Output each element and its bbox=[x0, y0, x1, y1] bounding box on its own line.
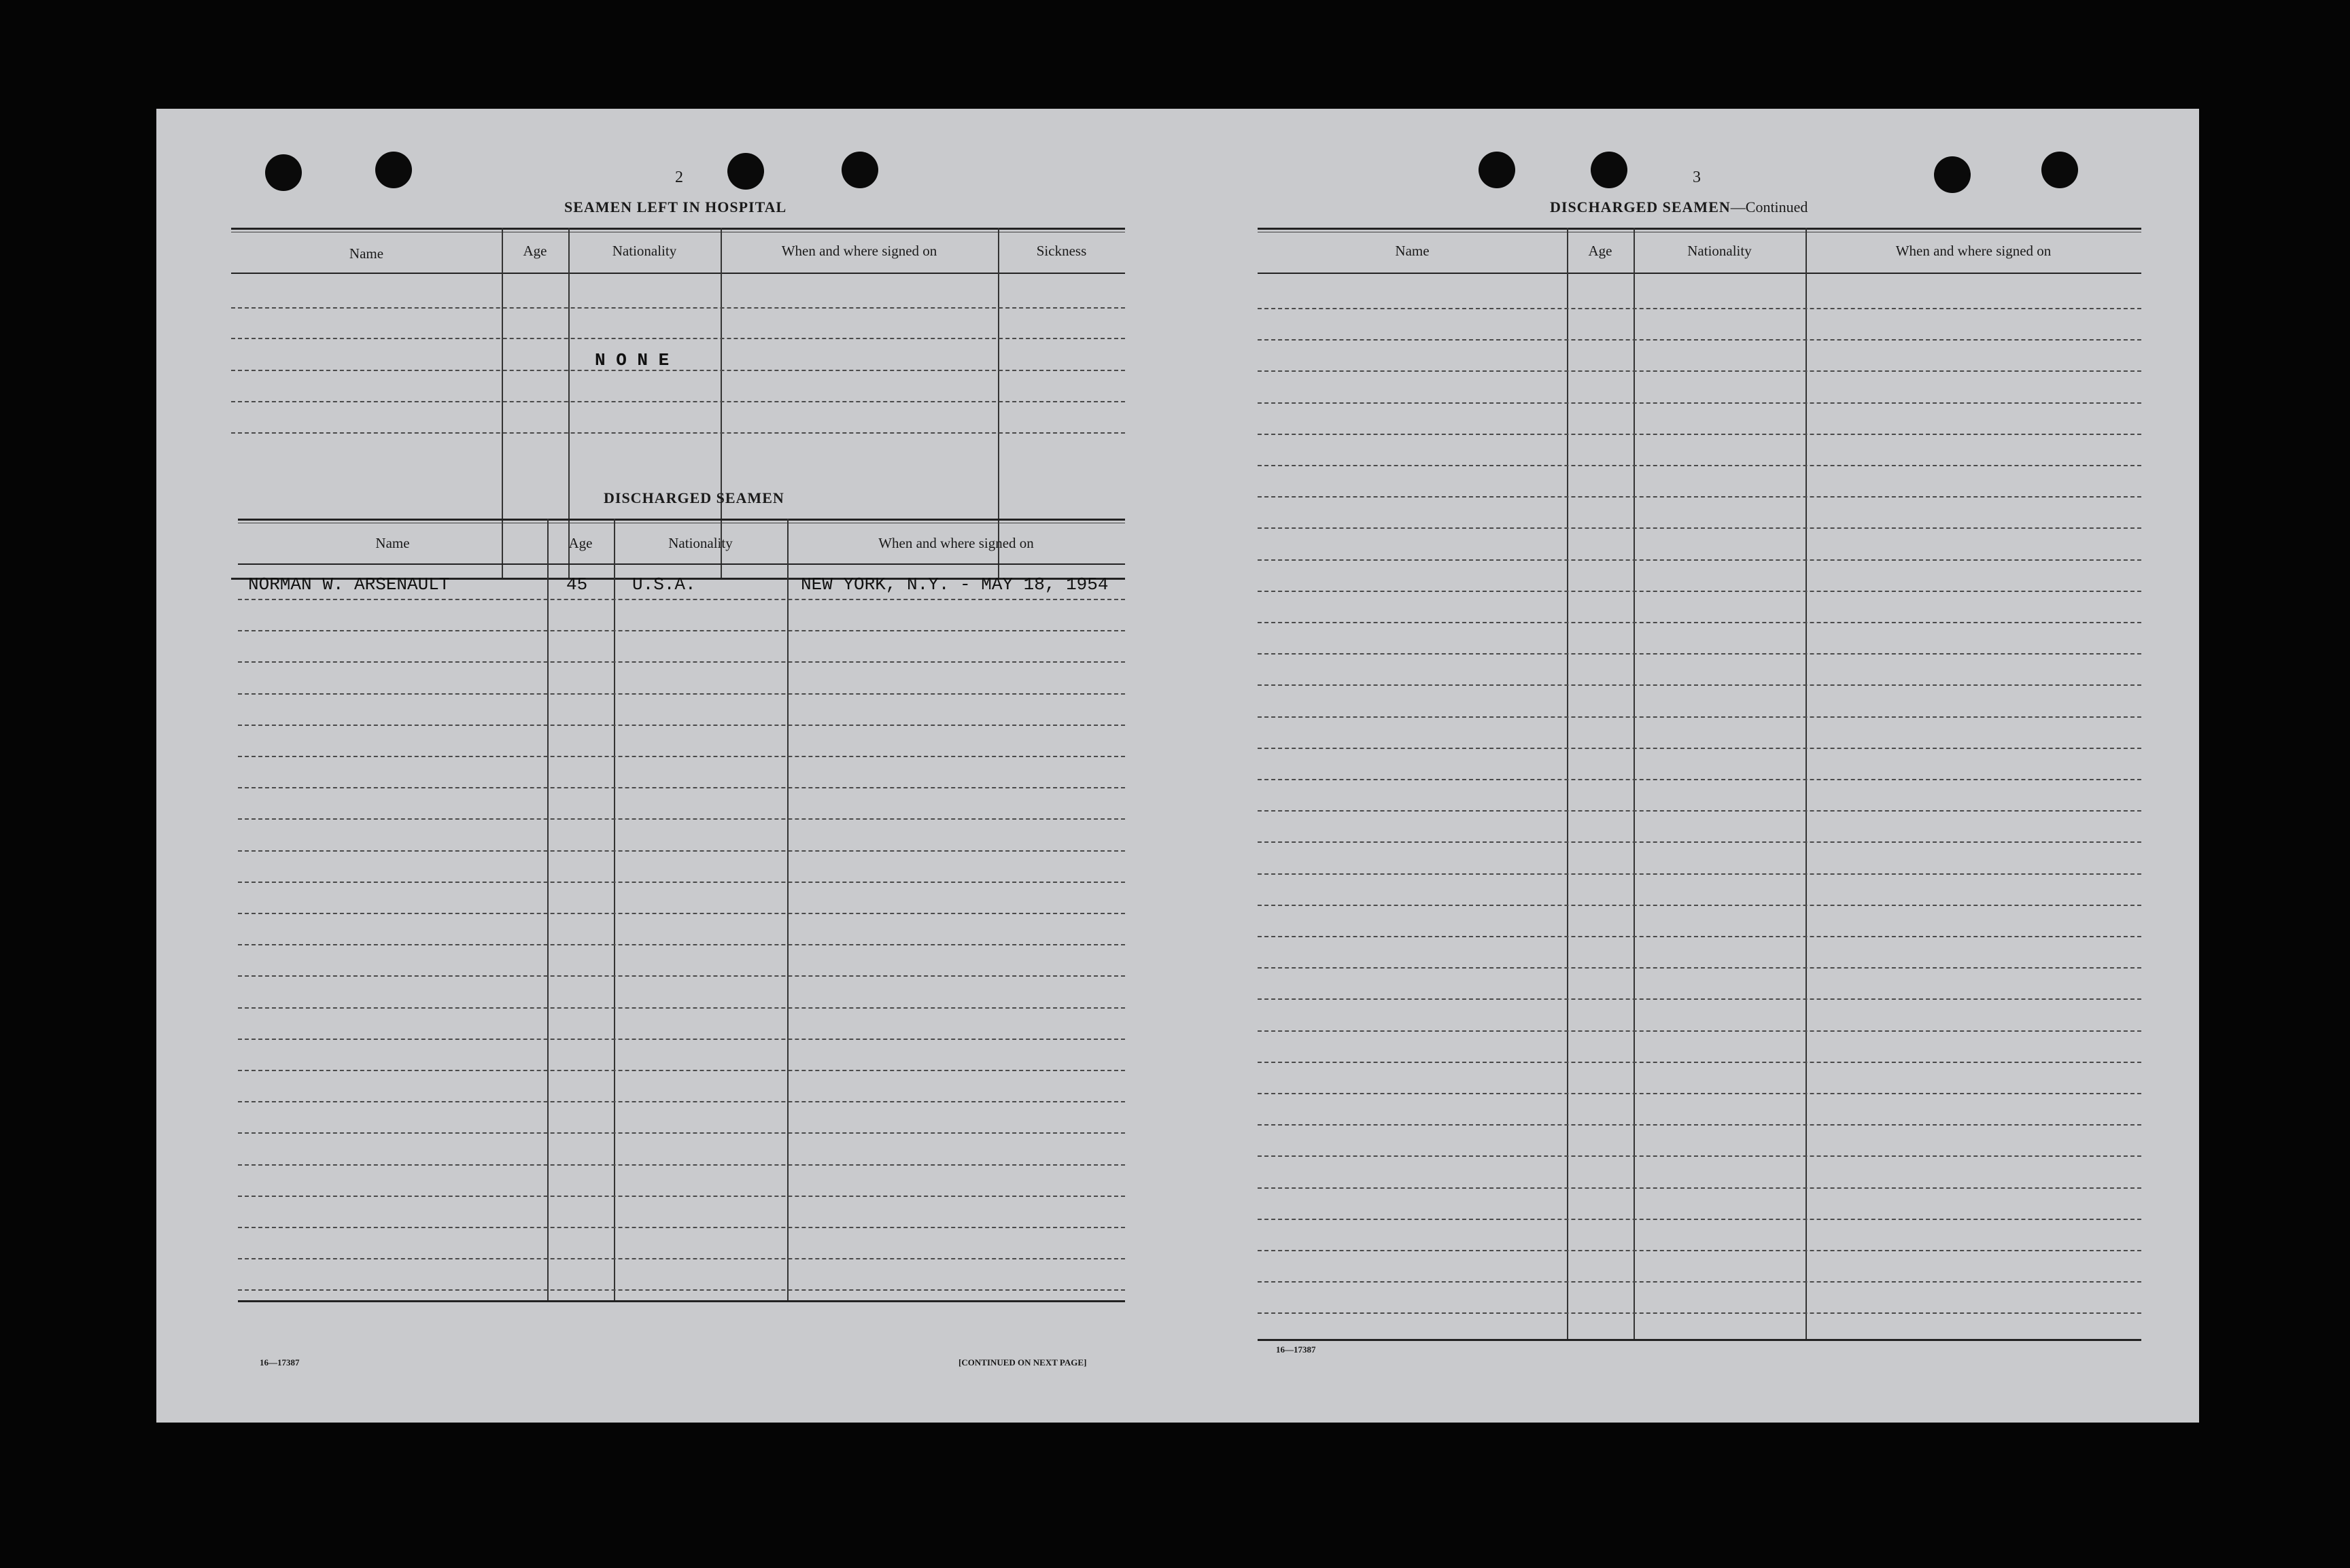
punch-hole bbox=[1479, 152, 1515, 188]
left-page bbox=[156, 109, 1169, 1423]
header-nationality: Nationality bbox=[1687, 243, 1752, 259]
table-row bbox=[1258, 559, 2141, 561]
table-row bbox=[238, 1132, 1125, 1134]
punch-hole bbox=[1591, 152, 1627, 188]
table-row bbox=[238, 1227, 1125, 1228]
header-nationality: Nationality bbox=[668, 535, 733, 551]
table-row bbox=[1258, 308, 2141, 309]
hospital-section-title: SEAMEN LEFT IN HOSPITAL bbox=[564, 198, 787, 215]
table-row bbox=[1258, 1155, 2141, 1157]
table-row bbox=[1258, 1093, 2141, 1094]
table-row bbox=[1258, 402, 2141, 404]
table-row bbox=[1258, 1062, 2141, 1063]
table-row bbox=[238, 787, 1125, 788]
form-number: 16—17387 bbox=[1276, 1344, 1316, 1355]
none-entry: N O N E bbox=[595, 350, 670, 370]
punch-hole bbox=[375, 152, 412, 188]
table-row bbox=[1258, 748, 2141, 749]
punch-hole bbox=[842, 152, 878, 188]
table-row bbox=[238, 1289, 1125, 1291]
table-row bbox=[238, 882, 1125, 883]
table-row bbox=[1258, 622, 2141, 623]
header-signed-on: When and where signed on bbox=[781, 243, 937, 259]
table-row bbox=[238, 818, 1125, 820]
table-row bbox=[1258, 684, 2141, 686]
table-row bbox=[1258, 370, 2141, 372]
table-row bbox=[238, 1070, 1125, 1071]
seaman-name: NORMAN W. ARSENAULT bbox=[248, 574, 450, 595]
table-row bbox=[1258, 1124, 2141, 1126]
table-row bbox=[238, 756, 1125, 757]
header-age: Age bbox=[523, 243, 547, 259]
table-row bbox=[231, 307, 1125, 309]
table-row bbox=[1258, 936, 2141, 937]
right-page bbox=[1179, 109, 2199, 1423]
header-signed-on: When and where signed on bbox=[1895, 243, 2052, 259]
header-name: Name bbox=[1395, 243, 1430, 259]
table-row bbox=[1258, 434, 2141, 435]
table-row bbox=[238, 630, 1125, 631]
table-row bbox=[1258, 810, 2141, 812]
table-row bbox=[1258, 998, 2141, 1000]
table-row bbox=[1258, 527, 2141, 529]
header-signed-on: When and where signed on bbox=[878, 535, 1034, 551]
table-row bbox=[238, 725, 1125, 726]
table-row bbox=[238, 599, 1125, 600]
header-age: Age bbox=[1588, 243, 1612, 259]
punch-hole bbox=[1934, 156, 1971, 193]
page-number: 3 bbox=[1693, 169, 1701, 186]
table-row bbox=[238, 1196, 1125, 1197]
seaman-age: 45 bbox=[566, 574, 588, 595]
discharged-section-title: DISCHARGED SEAMEN bbox=[604, 489, 784, 506]
header-age: Age bbox=[568, 535, 593, 551]
header-nationality: Nationality bbox=[612, 243, 677, 259]
table-row bbox=[1258, 873, 2141, 875]
table-row bbox=[231, 370, 1125, 371]
continued-note: [CONTINUED ON NEXT PAGE] bbox=[958, 1357, 1087, 1367]
table-row bbox=[1258, 1250, 2141, 1251]
table-row bbox=[1258, 465, 2141, 466]
punch-hole bbox=[727, 153, 764, 190]
table-row bbox=[1258, 716, 2141, 718]
table-row bbox=[1258, 1281, 2141, 1283]
table-row bbox=[238, 1101, 1125, 1102]
table-row bbox=[1258, 496, 2141, 498]
form-number: 16—17387 bbox=[260, 1357, 300, 1367]
table-row bbox=[238, 850, 1125, 852]
table-row bbox=[238, 1258, 1125, 1259]
page-number: 2 bbox=[675, 169, 683, 186]
table-row bbox=[1258, 967, 2141, 969]
table-row bbox=[1258, 1312, 2141, 1314]
table-row bbox=[238, 1007, 1125, 1009]
table-row bbox=[231, 432, 1125, 434]
table-row bbox=[238, 913, 1125, 914]
header-sickness: Sickness bbox=[1036, 243, 1087, 259]
table-row bbox=[1258, 841, 2141, 843]
table-row bbox=[1258, 1219, 2141, 1220]
seaman-nationality: U.S.A. bbox=[632, 574, 696, 595]
table-row bbox=[1258, 653, 2141, 655]
seaman-signed-on: NEW YORK, N.Y. - MAY 18, 1954 bbox=[801, 574, 1109, 595]
table-row bbox=[1258, 591, 2141, 592]
table-row bbox=[1258, 779, 2141, 780]
table-row bbox=[238, 661, 1125, 663]
header-name: Name bbox=[349, 245, 384, 262]
header-name: Name bbox=[375, 535, 410, 551]
table-row bbox=[1258, 1030, 2141, 1032]
table-row bbox=[238, 975, 1125, 977]
table-row bbox=[238, 1039, 1125, 1040]
table-row bbox=[1258, 1187, 2141, 1189]
discharged-continued-table bbox=[1258, 228, 2141, 1339]
table-row bbox=[231, 338, 1125, 339]
form-sheet bbox=[156, 109, 2199, 1423]
table-row bbox=[238, 944, 1125, 945]
table-row bbox=[1258, 905, 2141, 906]
punch-hole bbox=[265, 154, 302, 191]
punch-hole bbox=[2041, 152, 2078, 188]
table-row bbox=[1258, 339, 2141, 341]
table-row bbox=[231, 401, 1125, 402]
table-row bbox=[238, 1164, 1125, 1166]
discharged-table bbox=[238, 519, 1125, 1300]
table-row bbox=[238, 693, 1125, 695]
discharged-continued-title: DISCHARGED SEAMEN—Continued bbox=[1550, 198, 1808, 215]
